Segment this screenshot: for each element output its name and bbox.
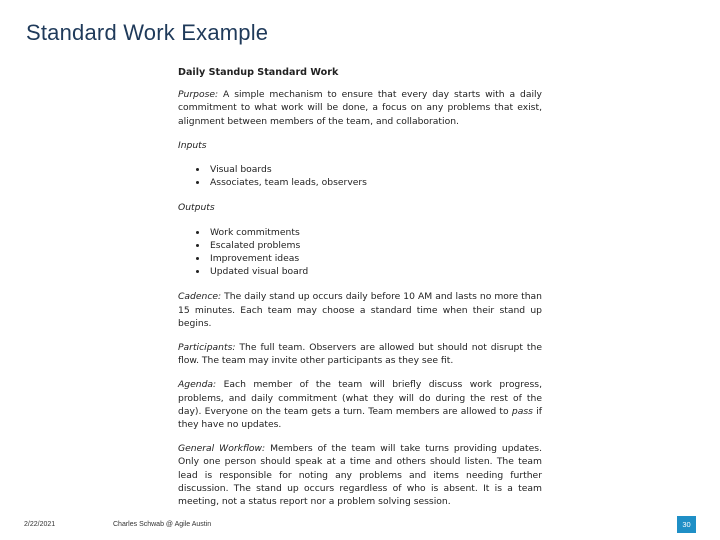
outputs-list (178, 226, 542, 279)
participants-paragraph (178, 341, 542, 367)
footer-credit: Charles Schwab @ Agile Austin (113, 521, 212, 528)
list-item: • Updated visual board (208, 265, 542, 278)
list-item: • Visual boards (208, 163, 542, 176)
participants-text: The full team. Observers are allowed but should not disrupt the flow. The team may invite other participants as they see fit. (178, 342, 542, 367)
list-item: • Improvement ideas (208, 252, 542, 265)
workflow-text: Members of the team will take turns providing updates. Only one person should speak at a time and others should listen. The team lead is responsible for noting any problems and items needing further discussion. The stand up occurs regardless of who is absent. It is a team meeting, not a status report nor a problem solving session. (178, 443, 542, 508)
inputs-list (178, 163, 542, 189)
purpose-label: Purpose: (178, 89, 219, 101)
inputs-label: Inputs (178, 139, 207, 151)
cadence-paragraph (178, 290, 542, 330)
slide-title: Standard Work Example (26, 20, 269, 45)
participants-label: Participants: (178, 342, 236, 354)
list-item: • Work commitments (208, 226, 542, 239)
outputs-label: Outputs (178, 202, 215, 214)
workflow-label: General Workflow: (178, 443, 266, 455)
document-heading: Daily Standup Standard Work (178, 67, 339, 78)
agenda-text-end: if they have no updates. (178, 405, 542, 431)
page-number-badge: 30 (677, 516, 696, 533)
list-item: • Escalated problems (208, 239, 542, 252)
purpose-text: A simple mechanism to ensure that every day starts with a daily commitment to what work will be done, a focus on any problems that exist, alignment between members of the team, and collaboration. (178, 89, 542, 127)
cadence-text: The daily stand up occurs daily before 10 AM and lasts no more than 15 minutes. Each team may choose a standard time when their stand up begins. (178, 291, 542, 329)
agenda-paragraph (178, 378, 542, 431)
purpose-paragraph (178, 88, 542, 128)
footer-date: 2/22/2021 (24, 521, 56, 528)
list-item: • Associates, team leads, observers (208, 176, 542, 189)
standard-work-document (178, 66, 542, 519)
agenda-text: Each member of the team will briefly discuss work progress, problems, and daily commitment (what they will do during the rest of the day). Everyone on the team gets a turn. Team members are allowed to (178, 379, 542, 417)
workflow-paragraph (178, 442, 542, 508)
agenda-emphasis: pass (511, 405, 533, 417)
cadence-label: Cadence: (178, 291, 222, 303)
agenda-label: Agenda: (178, 379, 217, 391)
